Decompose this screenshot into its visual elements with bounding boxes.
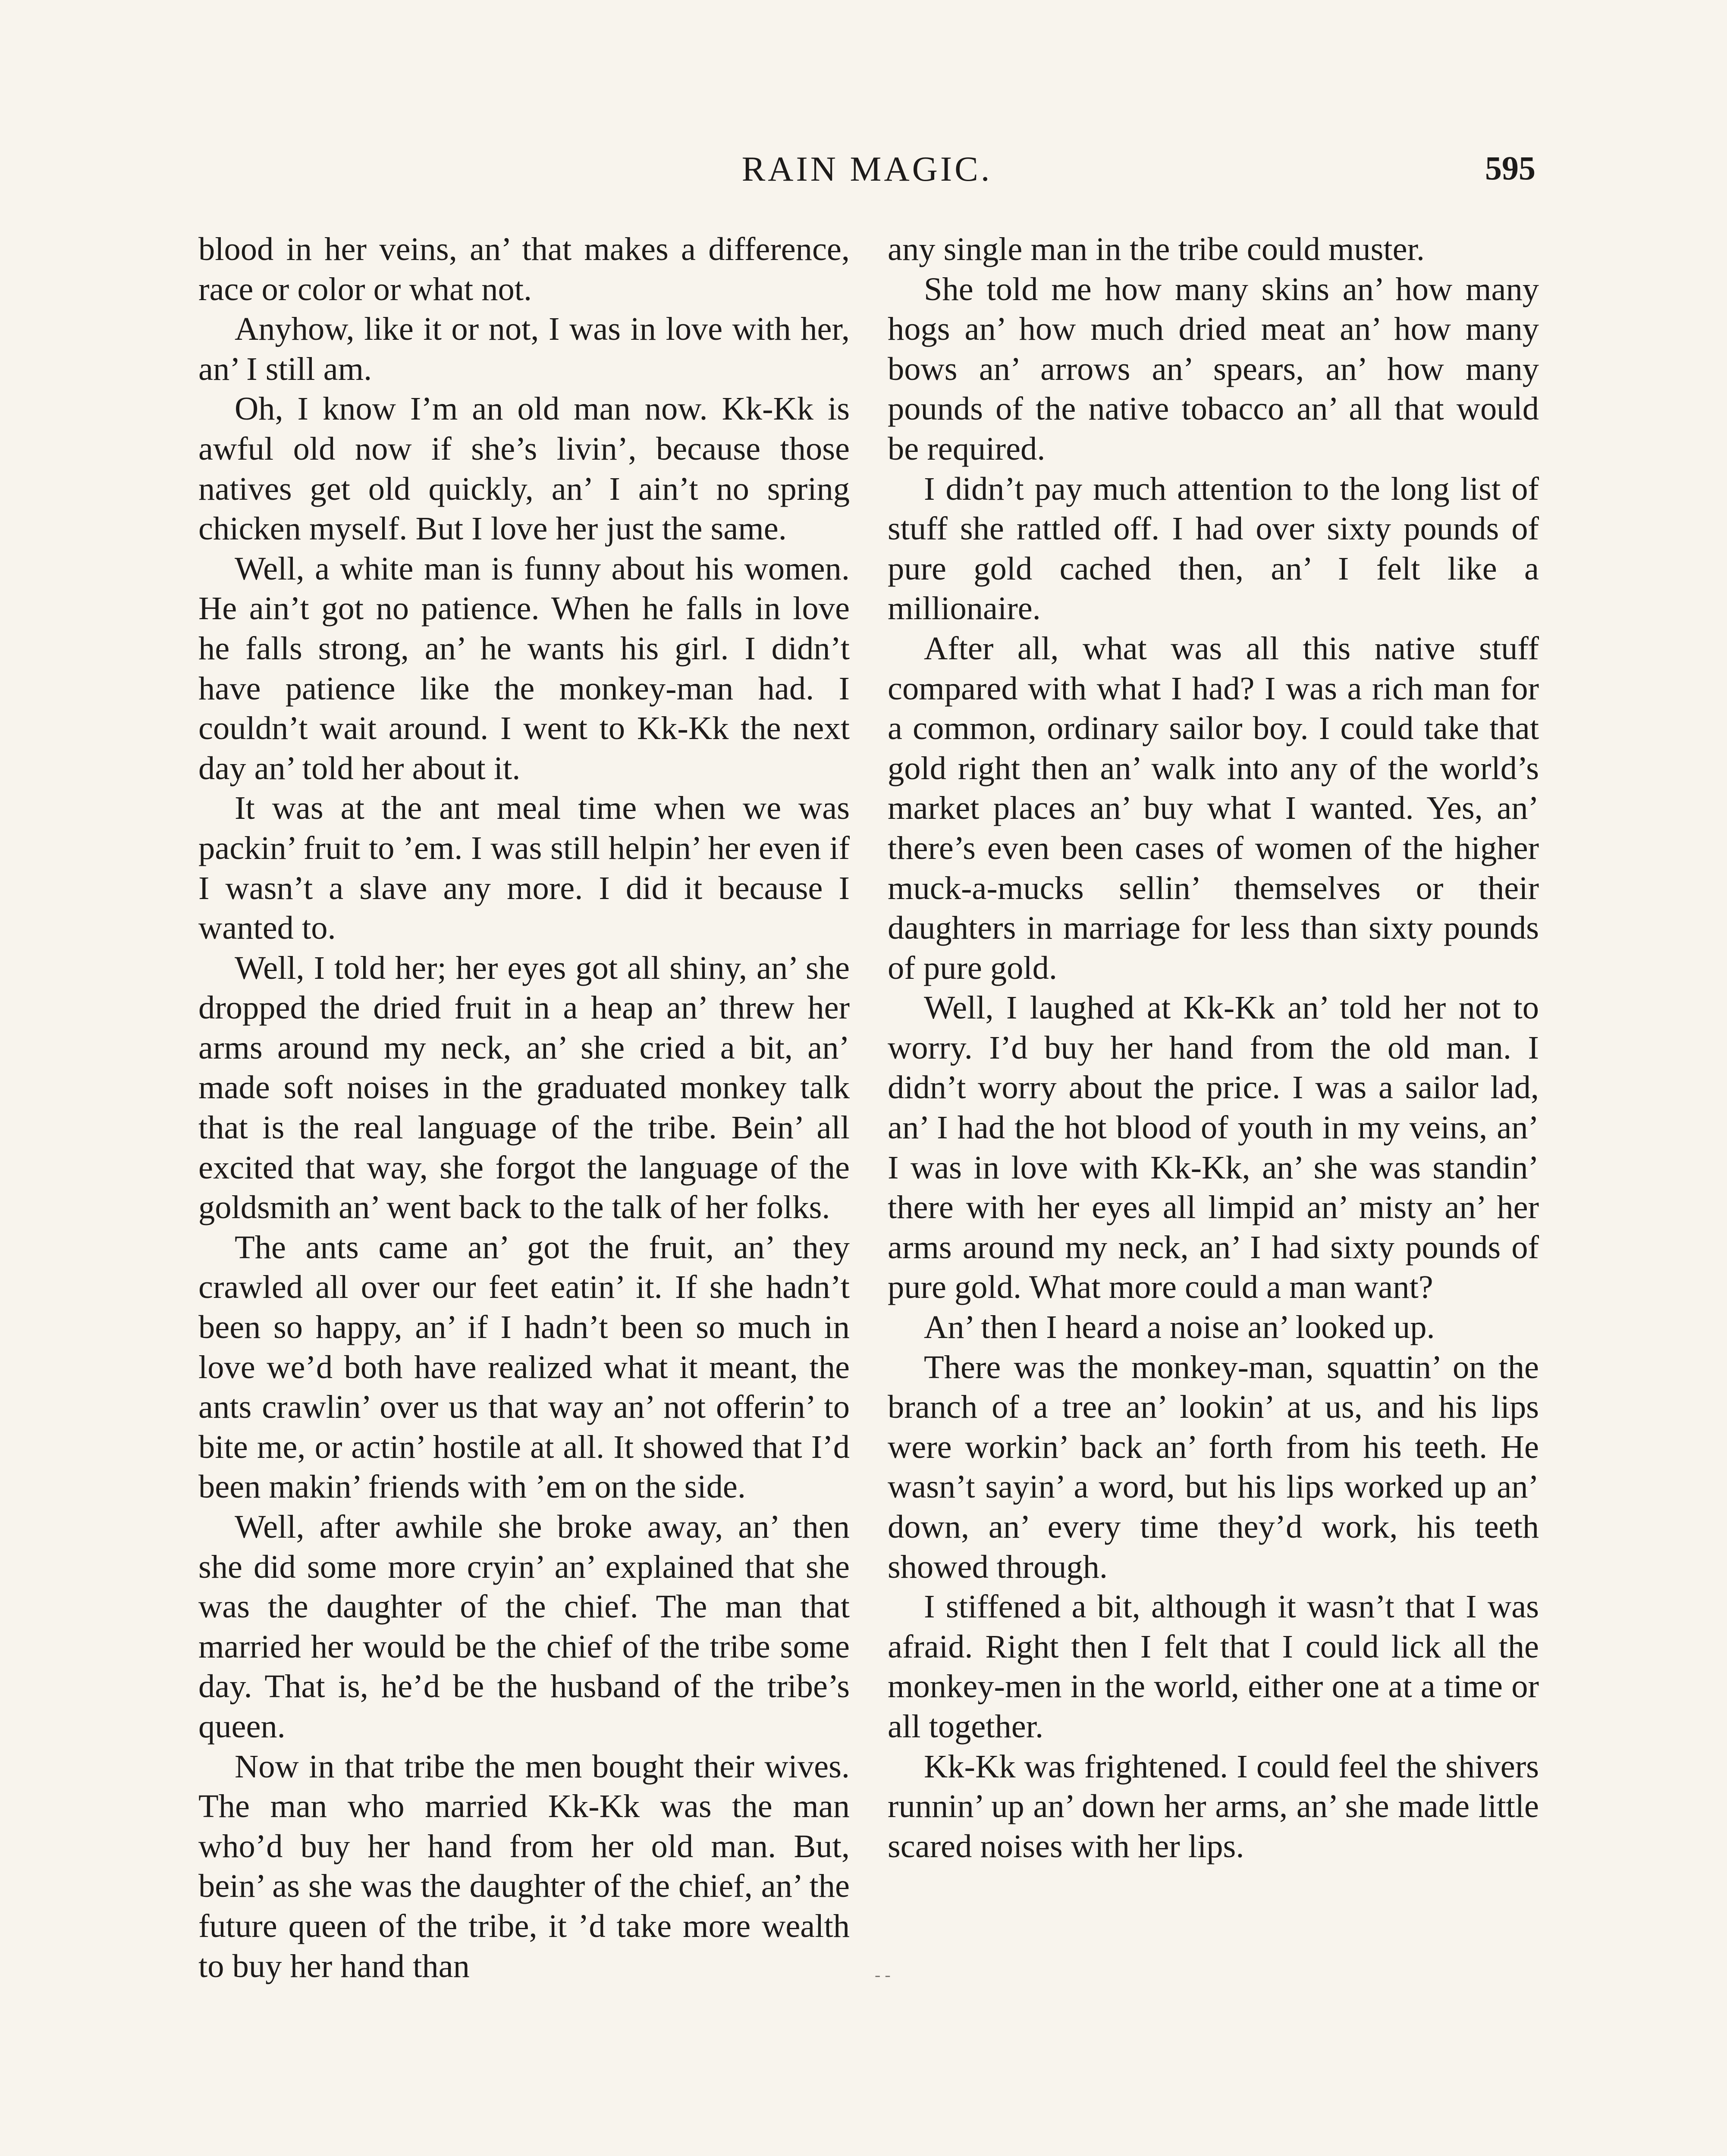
paragraph: She told me how many skins an’ how many hogs an’ how much dried meat an’ how many bows an’ arrows an’ spears, an’ how many pounds of the native tobacco an’ all that would be required. — [888, 270, 1539, 467]
paragraph: There was the monkey-man, squattin’ on the branch of a tree an’ lookin’ at us, and his lips were workin’ back an’ forth from his teeth. He wasn’t sayin’ a word, but his lips worked up an’ down, an’ every time they’d work, his teeth showed through. — [888, 1348, 1539, 1585]
page-number: 595 — [1485, 149, 1535, 187]
paragraph: Well, I told her; her eyes got all shiny, an’ she dropped the dried fruit in a heap an’ threw her arms around my neck, an’ she cried a bit, an’ made soft noises in the graduated monkey talk that is the real language of the tribe. Bein’ all excited that way, she forgot the language of the goldsmith an’ went back to the talk of her folks. — [198, 949, 850, 1226]
paragraph: Anyhow, like it or not, I was in love with her, an’ I still am. — [198, 310, 850, 387]
paragraph: Now in that tribe the men bought their wives. The man who married Kk-Kk was the man who’d buy her hand from her old man. But, bein’ as she was the daughter of the chief, an’ the future queen of the tribe, it ’d take more wealth to buy her hand than — [198, 1748, 850, 1984]
paragraph: Kk-Kk was frightened. I could feel the shivers runnin’ up an’ down her arms, an’ she made little scared noises with her lips. — [888, 1748, 1539, 1865]
running-head — [198, 149, 1535, 201]
paragraph: Well, a white man is funny about his women. He ain’t got no patience. When he falls in love he falls strong, an’ he wants his girl. I didn’t have patience like the monkey-man had. I couldn’t wait around. I went to Kk-Kk the next day an’ told her about it. — [198, 550, 850, 787]
running-title: RAIN MAGIC. — [741, 149, 992, 188]
paragraph: An’ then I heard a noise an’ looked up. — [924, 1309, 1435, 1346]
paragraph: any single man in the tribe could muster. — [888, 231, 1425, 267]
paragraph: blood in her veins, an’ that makes a difference, race or color or what not. — [198, 231, 850, 307]
right-text-column — [888, 229, 1539, 1866]
paragraph: I didn’t pay much attention to the long list of stuff she rattled off. I had over sixty pounds of pure gold cached then, an’ I felt like a millionaire. — [888, 470, 1539, 627]
paragraph: Well, I laughed at Kk-Kk an’ told her not to worry. I’d buy her hand from the old man. I didn’t worry about the price. I was a sailor lad, an’ I had the hot blood of youth in my veins, an’ I was in love with Kk-Kk, an’ she was standin’ there with her eyes all limpid an’ misty an’ her arms around my neck, an’ I had sixty pounds of pure gold. What more could a man want? — [888, 989, 1539, 1306]
left-text-column — [198, 229, 850, 1986]
paragraph: Well, after awhile she broke away, an’ then she did some more cryin’ an’ explained that she was the daughter of the chief. The man that married her would be the chief of the tribe some day. That is, he’d be the husband of the tribe’s queen. — [198, 1508, 850, 1745]
margin-dash-mark: - - — [875, 1965, 891, 1984]
paragraph: Oh, I know I’m an old man now. Kk-Kk is awful old now if she’s livin’, because those natives get old quickly, an’ I ain’t no spring chicken myself. But I love her just the same. — [198, 390, 850, 547]
paragraph: After all, what was all this native stuff compared with what I had? I was a rich man for a common, ordinary sailor boy. I could take that gold right then an’ walk into any of the world’s market places an’ buy what I wanted. Yes, an’ there’s even been cases of women of the higher muck-a-mucks sellin’ themselves or their daughters in marriage for less than sixty pounds of pure gold. — [888, 630, 1539, 986]
paragraph: It was at the ant meal time when we was packin’ fruit to ’em. I was still helpin’ her even if I wasn’t a slave any more. I did it because I wanted to. — [198, 790, 850, 946]
paragraph: The ants came an’ got the fruit, an’ they crawled all over our feet eatin’ it. If she hadn’t been so happy, an’ if I hadn’t been so much in love we’d both have realized what it meant, the ants crawlin’ over us that way an’ not offerin’ to bite me, or actin’ hostile at all. It showed that I’d been makin’ friends with ’em on the side. — [198, 1228, 850, 1505]
paragraph: I stiffened a bit, although it wasn’t that I was afraid. Right then I felt that I could lick all the monkey-men in the world, either one at a time or all together. — [888, 1588, 1539, 1745]
